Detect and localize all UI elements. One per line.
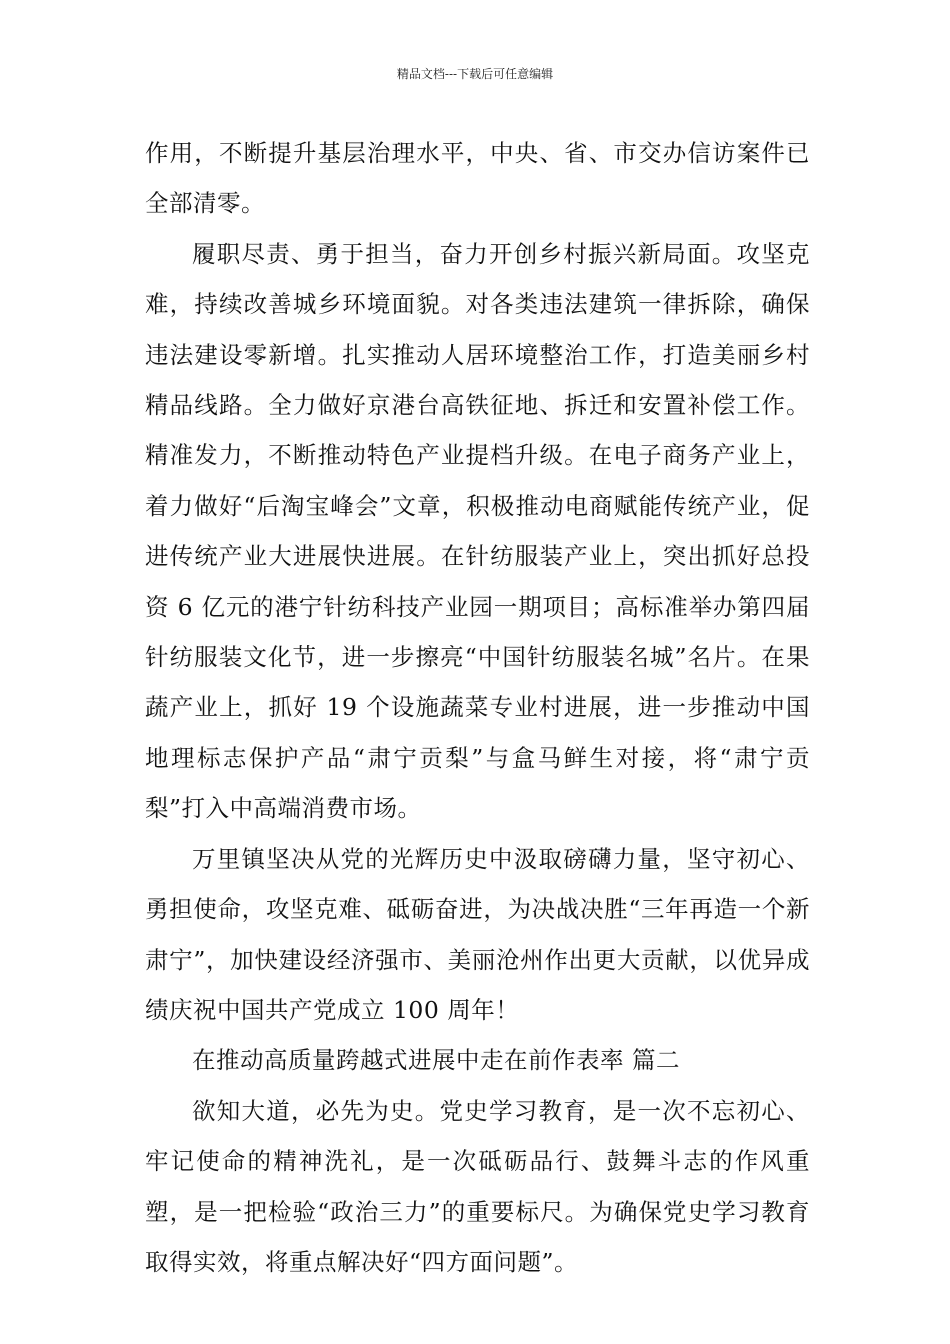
paragraph-rural-revitalization: 履职尽责、勇于担当，奋力开创乡村振兴新局面。攻坚克难，持续改善城乡环境面貌。对各类违法建筑一律拆除，确保违法建设零新增。扎实推动人居环境整治工作，打造美丽乡村精品线路。全力做好京港台高铁征地、拆迁和安置补偿工作。精准发力，不断推动特色产业提档升级。在电子商务产业上，着力做好“后淘宝峰会”文章，积极推动电商赋能传统产业，促进传统产业大进展快进展。在针纺服装产业上，突出抓好总投资 6 亿元的港宁针纺科技产业园一期项目；高标准举办第四届针纺服装文化节，进一步擦亮“中国针纺服装名城”名片。在果蔬产业上，抓好 19 个设施蔬菜专业村进展，进一步推动中国地理标志保护产品“肃宁贡梨”与盒马鲜生对接，将“肃宁贡梨”打入中高端消费市场。 (145, 239, 810, 823)
document-body (145, 128, 810, 1287)
page-header: 精品文档---下载后可任意编辑 (396, 67, 554, 81)
paragraph-wanli-town: 万里镇坚决从党的光辉历史中汲取磅礴力量，坚守初心、勇担使命，攻坚克难、砥砺奋进，为决战决胜“三年再造一个新肃宁”，加快建设经济强市、美丽沧州作出更大贡献，以优异成绩庆祝中国共产党成立 100 周年！ (145, 844, 810, 1024)
section-heading: 在推动高质量跨越式进展中走在前作表率 篇二 (192, 1046, 680, 1075)
paragraph-party-history: 欲知大道，必先为史。党史学习教育，是一次不忘初心、牢记使命的精神洗礼，是一次砥砺品行、鼓舞斗志的作风重塑，是一把检验“政治三力”的重要标尺。为确保党史学习教育取得实效，将重点解决好“四方面问题”。 (145, 1096, 810, 1276)
paragraph-continuation: 作用，不断提升基层治理水平，中央、省、市交办信访案件已全部清零。 (145, 139, 810, 218)
